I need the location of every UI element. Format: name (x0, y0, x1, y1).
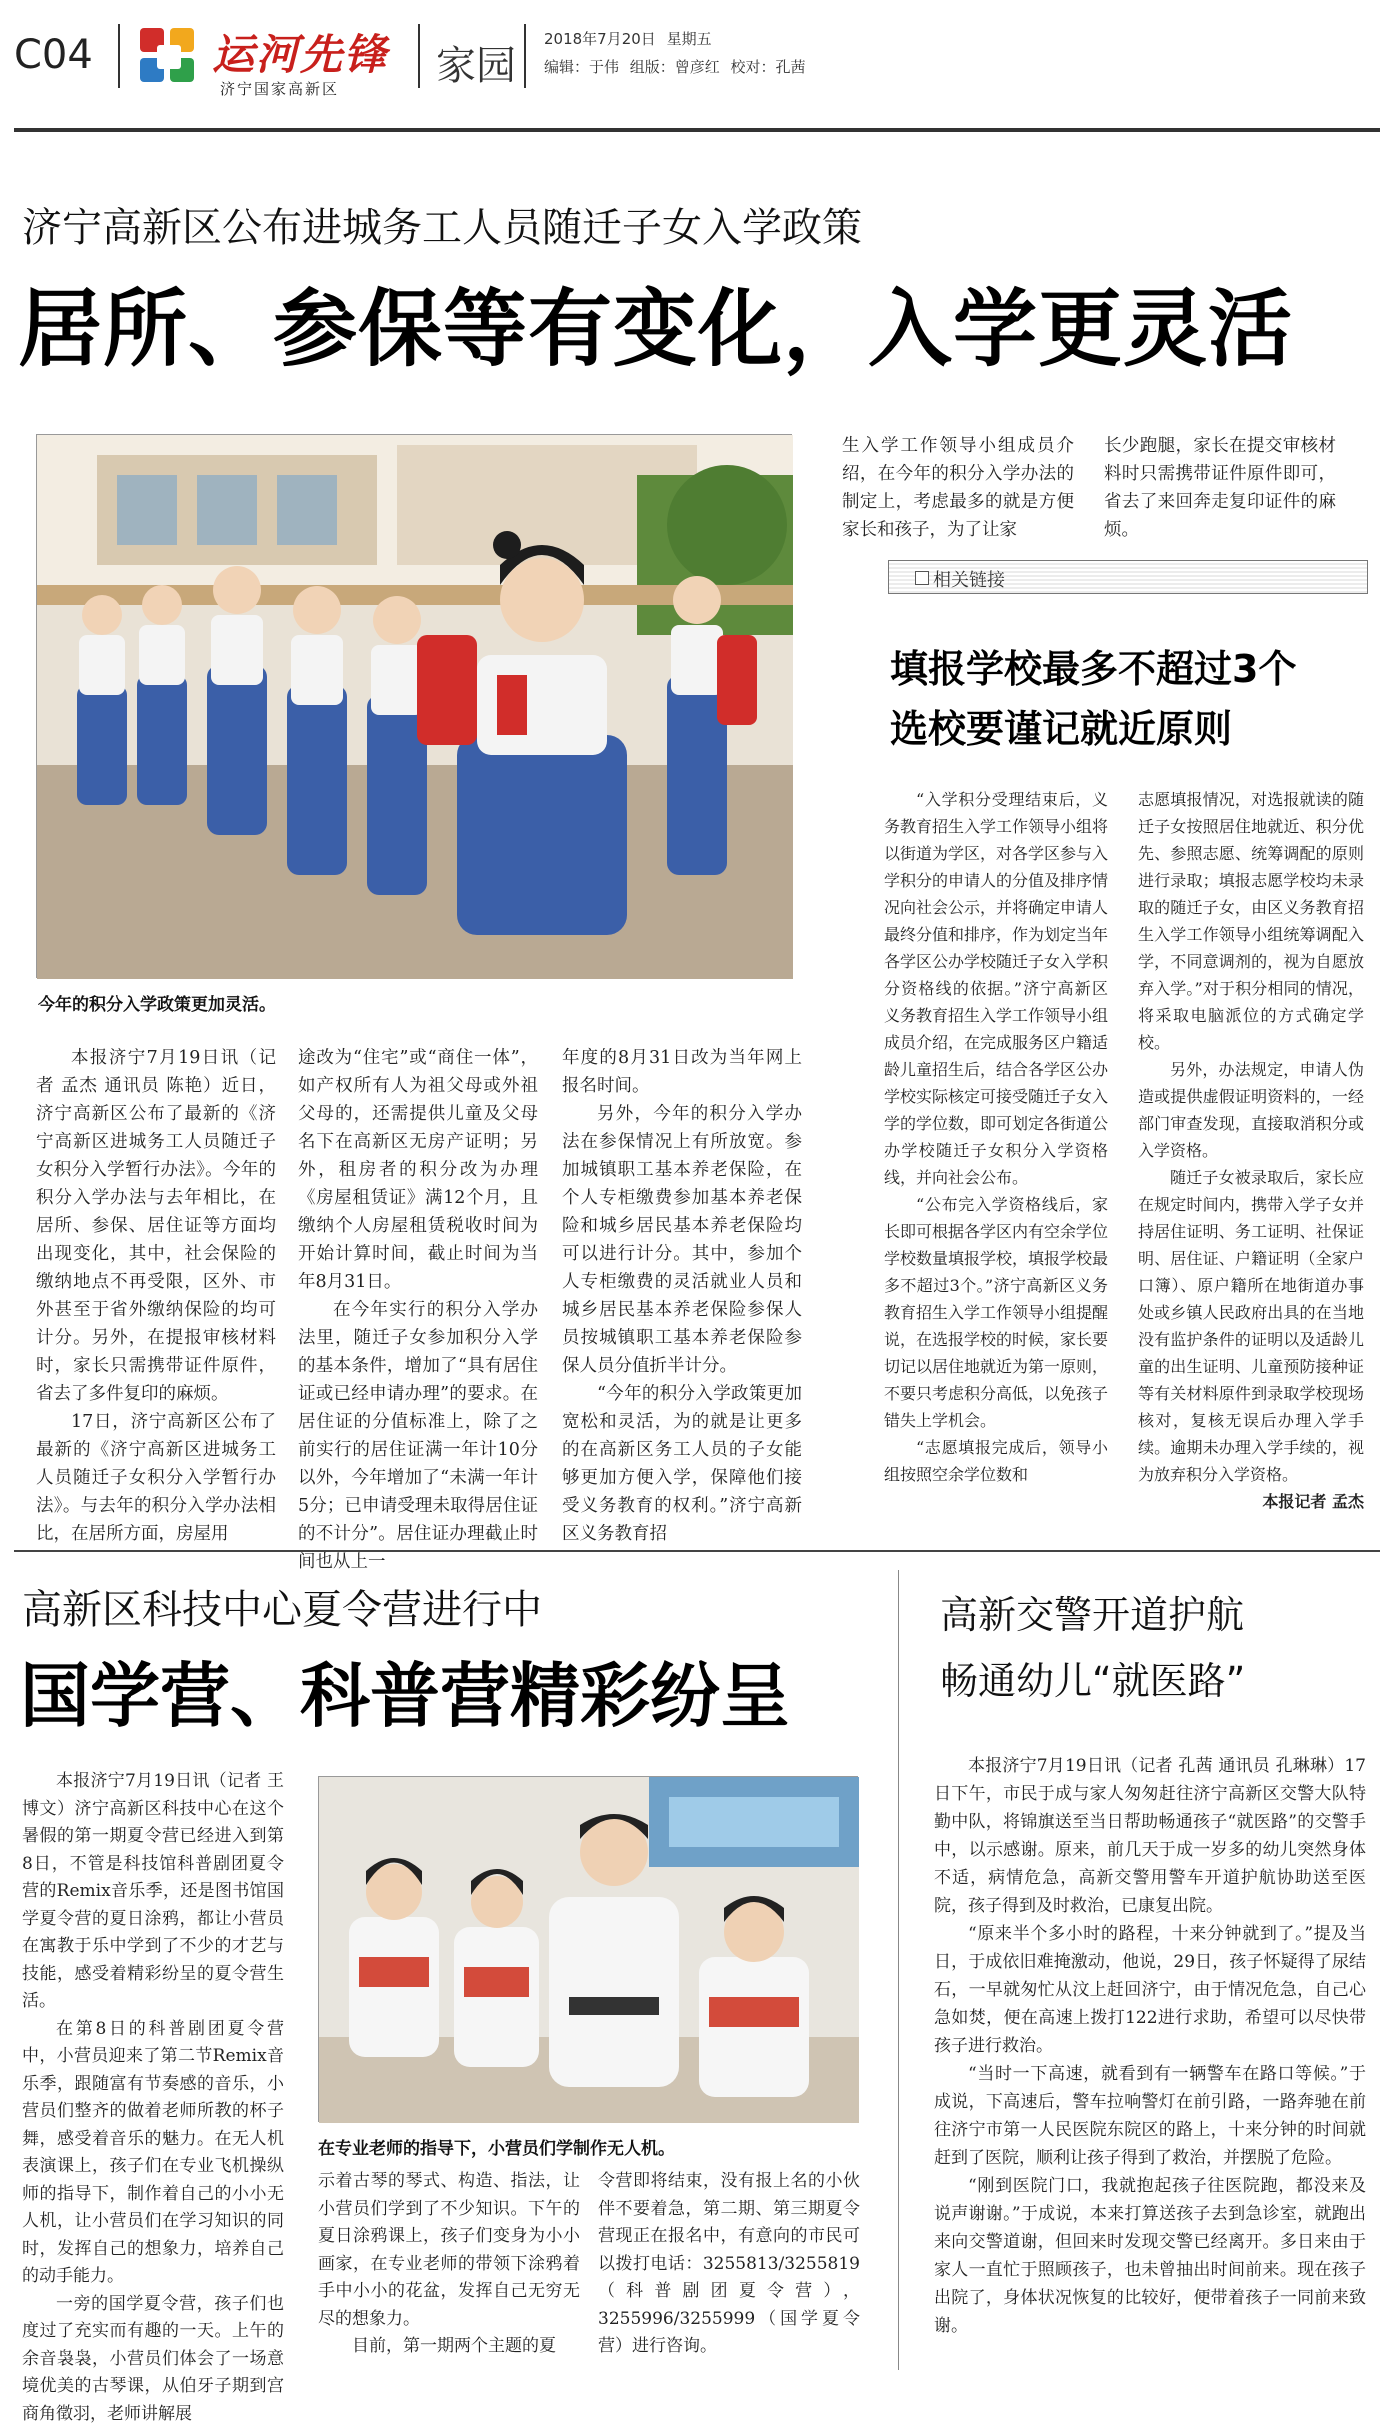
masthead-divider (118, 24, 120, 88)
column-divider (898, 1570, 899, 2370)
page-number: C04 (14, 32, 93, 78)
story2-caption: 在专业老师的指导下，小营员们学制作无人机。 (318, 2134, 675, 2159)
logo-icon (140, 28, 198, 86)
paragraph: 本报济宁7月19日讯（记者 孔茜 通讯员 孔琳琳）17日下午，市民于成与家人匆匆赶往济宁高新区交警大队特勤中队，将锦旗送至当日帮助畅通孩子“就医路”的交警手中，以示感谢。原来，前几天于成一岁多的幼儿突然身体不适，病情危急，高新交警用警车开道护航协助送至医院，孩子得到及时救治，已康复出院。 (934, 1752, 1366, 1920)
story3-headline-line2: 畅通幼儿“就医路” (940, 1652, 1245, 1710)
paragraph: “今年的积分入学政策更加宽松和灵活，为的就是让更多的在高新区务工人员的子女能够更加方便入学，保障他们接受义务教育的权利。”济宁高新区义务教育招 (562, 1380, 802, 1548)
story1-continued-col1: 生入学工作领导小组成员介绍，在今年的积分入学办法的制定上，考虑最多的就是方便家长和孩子，为了让家 (842, 432, 1074, 544)
story2-kicker: 高新区科技中心夏令营进行中 (22, 1578, 542, 1635)
section-divider (14, 1550, 1380, 1552)
related-link-label: 相关链接 (933, 566, 1005, 592)
paragraph: “入学积分受理结束后，义务教育招生入学工作领导小组将以街道为学区，对各学区参与入学积分的申请人的分值及排序情况向社会公示，并将确定申请人最终分值和排序，作为划定当年各学区公办学校随迁子女入学积分资格线的依据。”济宁高新区义务教育招生入学工作领导小组成员介绍，在完成服务区户籍适龄儿童招生后，结合各学区公办学校实际核定可接受随迁子女入学的学位数，即可划定各街道公办学校随迁子女积分入学资格线，并向社会公布。 (884, 786, 1108, 1191)
section-name: 家园 (436, 34, 516, 91)
brand-subtitle: 济宁国家高新区 (220, 78, 339, 99)
paragraph: “当时一下高速，就看到有一辆警车在路口等候。”于成说，下高速后，警车拉响警灯在前引路，一路奔驰在前往济宁市第一人民医院东院区的路上，十来分钟的时间就赶到了医院，顺利让孩子得到了救治，并摆脱了危险。 (934, 2060, 1366, 2172)
related-signature: 本报记者 孟杰 (1138, 1488, 1364, 1515)
story1-col2 (298, 1044, 538, 1576)
paragraph: 目前，第一期两个主题的夏 (318, 2333, 580, 2361)
paragraph: 本报济宁7月19日讯（记者 王博文）济宁高新区科技中心在这个暑假的第一期夏令营已经进入到第8日，不管是科技馆科普剧团夏令营的Remix音乐季，还是图书馆国学夏令营的夏日涂鸦，都让小营员在寓教于乐中学到了不少的才艺与技能，感受着精彩纷呈的夏令营生活。 (22, 1768, 284, 2016)
paragraph: 一旁的国学夏令营，孩子们也度过了充实而有趣的一天。上午的余音袅袅，小营员们体会了一场意境优美的古琴课，从伯牙子期到宫商角徵羽，老师讲解展 (22, 2291, 284, 2428)
story2-col2 (318, 2168, 580, 2361)
paragraph: 在第8日的科普剧团夏令营中，小营员迎来了第二节Remix音乐季，跟随富有节奏感的音乐，小营员们整齐的做着老师所教的杯子舞，感受着音乐的魅力。在无人机表演课上，孩子们在专业飞机操纵师的指导下，制作着自己的小小无人机，让小营员们在学习知识的同时，发挥自己的想象力，培养自己的动手能力。 (22, 2016, 284, 2291)
paragraph: 途改为“住宅”或“商住一体”，如产权所有人为祖父母或外祖父母的，还需提供儿童及父母名下在高新区无房产证明；另外，租房者的积分改为办理《房屋租赁证》满12个月，且缴纳个人房屋租赁税收时间为开始计算时间，截止时间为当年8月31日。 (298, 1044, 538, 1296)
box-icon (915, 571, 929, 585)
paragraph: 本报济宁7月19日讯（记者 孟杰 通讯员 陈艳）近日，济宁高新区公布了最新的《济宁高新区进城务工人员随迁子女积分入学暂行办法》。今年的积分入学办法与去年相比，在居所、参保、居住证等方面均出现变化，其中，社会保险的缴纳地点不再受限，区外、市外甚至于省外缴纳保险的均可计分。另外，在提报审核材料时，家长只需携带证件原件，省去了多件复印的麻烦。 (36, 1044, 276, 1408)
drone-class-photo-illustration (319, 1777, 859, 2123)
related-col2 (1138, 786, 1364, 1515)
story2-col1 (22, 1768, 284, 2428)
paragraph: 示着古琴的琴式、构造、指法，让小营员们学到了不少知识。下午的夏日涂鸦课上，孩子们变身为小小画家，在专业老师的带领下涂鸦着手中小小的花盆，发挥自己无穷无尽的想象力。 (318, 2168, 580, 2333)
paragraph: “公布完入学资格线后，家长即可根据各学区内有空余学位学校数量填报学校，填报学校最多不超过3个。”济宁高新区义务教育招生入学工作领导小组提醒说，在选报学校的时候，家长要切记以居住地就近为第一原则，不要只考虑积分高低，以免孩子错失上学机会。 (884, 1191, 1108, 1434)
story1-col3 (562, 1044, 802, 1548)
related-col1 (884, 786, 1108, 1488)
related-title-line2: 选校要谨记就近原则 (890, 700, 1232, 758)
paragraph: “刚到医院门口，我就抱起孩子往医院跑，都没来及说声谢谢。”于成说，本来打算送孩子去到急诊室，就跑出来向交警道谢，但回来时发现交警已经离开。多日来由于家人一直忙于照顾孩子，也未曾抽出时间前来。现在孩子出院了，身体状况恢复的比较好，便带着孩子一同前来致谢。 (934, 2172, 1366, 2340)
paragraph: “志愿填报完成后，领导小组按照空余学位数和 (884, 1434, 1108, 1488)
story2-col3 (598, 2168, 860, 2361)
story1-col1 (36, 1044, 276, 1548)
brand-name: 运河先锋 (212, 22, 388, 82)
story2-headline: 国学营、科普营精彩纷呈 (20, 1640, 790, 1741)
paragraph: 另外，办法规定，申请人伪造或提供虚假证明资料的，一经部门审查发现，直接取消积分或入学资格。 (1138, 1056, 1364, 1164)
story3-body (934, 1752, 1366, 2340)
related-title-line1: 填报学校最多不超过3个 (890, 640, 1296, 698)
story1-photo (36, 434, 792, 978)
paragraph: 在今年实行的积分入学办法里，随迁子女参加积分入学的基本条件，增加了“具有居住证或已经申请办理”的要求。在居住证的分值标准上，除了之前实行的居住证满一年计10分以外，今年增加了“未满一年计5分；已申请受理未取得居住证的不计分”。居住证办理截止时间也从上一 (298, 1296, 538, 1576)
story1-headline: 居所、参保等有变化，入学更灵活 (18, 262, 1293, 383)
masthead-rule (14, 128, 1380, 132)
related-link-bar (888, 560, 1368, 594)
paragraph: 17日，济宁高新区公布了最新的《济宁高新区进城务工人员随迁子女积分入学暂行办法》。与去年的积分入学办法相比，在居所方面，房屋用 (36, 1408, 276, 1548)
masthead-divider (524, 24, 526, 88)
story1-continued-col2: 长少跑腿，家长在提交审核材料时只需携带证件原件即可，省去了来回奔走复印证件的麻烦。 (1104, 432, 1336, 544)
paragraph: 令营即将结束，没有报上名的小伙伴不要着急，第二期、第三期夏令营现正在报名中，有意向的市民可以拨打电话：3255813/3255819（科普剧团夏令营），3255996/3255999（国学夏令营）进行咨询。 (598, 2168, 860, 2361)
students-photo-illustration (37, 435, 793, 979)
story2-photo (318, 1776, 858, 2122)
editors-line: 编辑：于伟 组版：曾彦红 校对：孔茜 (544, 56, 806, 77)
paragraph: 另外，今年的积分入学办法在参保情况上有所放宽。参加城镇职工基本养老保险，在个人专柜缴费参加基本养老保险和城乡居民基本养老保险均可以进行计分。其中，参加个人专柜缴费的灵活就业人员和城乡居民基本养老保险参保人员按城镇职工基本养老保险参保人员分值折半计分。 (562, 1100, 802, 1380)
paragraph: 志愿填报情况，对选报就读的随迁子女按照居住地就近、积分优先、参照志愿、统筹调配的原则进行录取；填报志愿学校均未录取的随迁子女，由区义务教育招生入学工作领导小组统筹调配入学，不同意调剂的，视为自愿放弃入学。”对于积分相同的情况，将采取电脑派位的方式确定学校。 (1138, 786, 1364, 1056)
story3-headline-line1: 高新交警开道护航 (940, 1586, 1244, 1644)
paragraph: “原来半个多小时的路程，十来分钟就到了。”提及当日，于成依旧难掩激动，他说，29日，孩子怀疑得了尿结石，一早就匆忙从汶上赶回济宁，由于情况危急，自己心急如焚，便在高速上拨打122进行求助，希望可以尽快带孩子进行救治。 (934, 1920, 1366, 2060)
story1-kicker: 济宁高新区公布进城务工人员随迁子女入学政策 (22, 196, 862, 253)
masthead-divider (418, 24, 420, 88)
paragraph: 年度的8月31日改为当年网上报名时间。 (562, 1044, 802, 1100)
date-line: 2018年7月20日 星期五 (544, 28, 712, 49)
paragraph: 随迁子女被录取后，家长应在规定时间内，携带入学子女并持居住证明、务工证明、社保证明、居住证、户籍证明（全家户口簿）、原户籍所在地街道办事处或乡镇人民政府出具的在当地没有监护条件的证明以及适龄儿童的出生证明、儿童预防接种证等有关材料原件到录取学校现场核对，复核无误后办理入学手续。逾期未办理入学手续的，视为放弃积分入学资格。 (1138, 1164, 1364, 1488)
story1-caption: 今年的积分入学政策更加灵活。 (38, 990, 276, 1015)
